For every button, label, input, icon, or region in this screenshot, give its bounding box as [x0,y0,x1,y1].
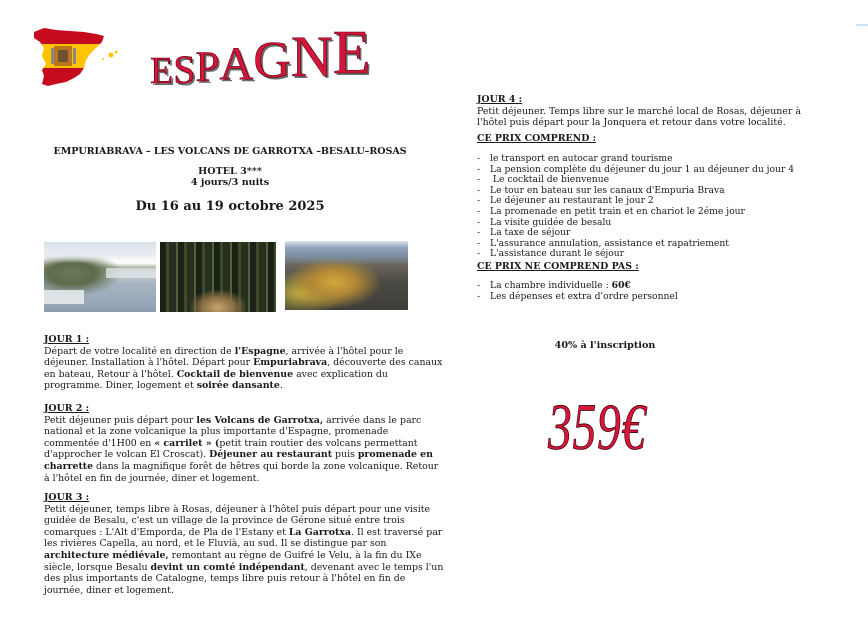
body-text: Petit déjeuner puis départ pour [44,414,197,426]
list-item: - L'assistance durant le séjour [477,249,817,260]
list-item: - Le tour en bateau sur les canaux d'Empuria Brava [477,186,817,197]
spain-flag-map-icon [30,24,122,90]
title-letter: E [332,19,371,87]
highlight-text: architecture médiévale, [44,549,169,561]
day-title: JOUR 1 : [44,334,90,345]
title-letter: G [253,32,291,89]
highlight-text: La Garrotxa [288,526,351,538]
body-text: remontant au règne de Guifré le Velu, à la fin du IXe siècle, lorsque Besalu [44,549,422,573]
list-item: - le transport en autocar grand tourisme [477,154,817,165]
day-description [477,106,801,129]
list-item: - Le déjeuner au restaurant le jour 2 [477,196,817,207]
excludes-heading: CE PRIX NE COMPREND PAS : [477,261,639,272]
list-item [477,292,817,303]
includes-heading: CE PRIX COMPREND : [477,133,597,144]
highlight-text: les Volcans de Garrotxa, [196,414,324,426]
includes-list [477,154,817,260]
title-letter: A [219,38,254,90]
day-2-block [44,403,444,484]
day-description [44,504,443,596]
title-letter: E [150,50,174,92]
excludes-list [477,281,817,302]
day-description [44,415,438,484]
highlight-text: l'Espagne [234,345,286,357]
volcano-photo [285,241,408,310]
body-text: puis [332,449,358,461]
body-text: avec explication du programme. Diner, logement et [44,368,388,392]
body-text: Petit déjeuner, temps libre à Rosas, déjeuner à l'hôtel puis départ pour une visite guidée de Besalu, c'est un village de la province de Gérone situé entre trois comarques : L'Alt d'Emporda, de Pla de l'Estany et [44,503,431,538]
body-text: . Il est traversé par les rivières Capella, au nord, et le Fluvià, au sud. Il se distingue par son [44,526,443,550]
trip-duration: 4 jours/3 nuits [190,177,270,188]
body-text: , arrivée à l'hôtel pour le déjeuner. Installation à l'hôtel. Départ pour [44,345,404,369]
day-title: JOUR 3 : [44,492,90,503]
list-item: - L'assurance annulation, assistance et rapatriement [477,239,817,250]
highlight-text: soirée dansante [196,380,280,392]
day-title: JOUR 4 : [477,94,523,105]
body-text: , découverte des canaux en bateau, Retour à l'hôtel. [44,357,443,380]
highlight-text: Déjeuner au restaurant [209,449,333,461]
title-letter: P [195,44,220,91]
list-item: - La taxe de séjour [477,228,817,239]
day-4-block [477,94,827,129]
body-text: Petit déjeuner. Temps libre sur le marché local de Rosas, déjeuner à l'hôtel puis départ pour la Jonquera et retour dans votre localité. [477,105,801,129]
personal-expenses-label: Les dépenses et extra d'ordre personnel [490,290,678,302]
body-text: . [279,380,283,392]
trip-price: 359€ [548,391,646,464]
title-letter: N [290,24,333,89]
highlight-text: devint un comté indépendant [150,561,305,573]
body-text: petit train routier des volcans permettant d'approcher le volcan El Croscat). [44,437,418,461]
canal-photo [44,242,156,312]
body-text: arrivée dans le parc national et la zone volcanique la plus importante d'Espagne, promenade commentée d'1H00 en [44,414,422,449]
body-text: dans la magnifique forêt de hêtres qui borde la zone volcanique. Retour à l'hôtel en fin de journée, diner et logement. [44,460,439,484]
list-item: - La pension complète du déjeuner du jour 1 au déjeuner du jour 4 [477,165,817,176]
hotel-rating: HOTEL 3*** [198,166,262,177]
single-room-price: 60€ [611,280,631,291]
list-item: - La visite guidée de besalu [477,218,817,229]
list-item: - Le cocktail de bienvenue [477,175,817,186]
scan-artifact [856,24,868,26]
route-heading: EMPURIABRAVA – LES VOLCANS DE GARROTXA –BESALU–ROSAS [53,146,407,157]
single-room-label: La chambre individuelle : [490,280,612,291]
deposit-note: 40% à l'inscription [554,340,656,351]
highlight-text: Empuriabrava [253,357,328,369]
body-text: , devenant avec le temps l'un des plus importants de Catalogne, temps libre puis retour à l'hôtel en fin de journée, diner et logement. [44,561,444,596]
day-1-block [44,334,444,392]
day-3-block [44,492,444,596]
list-item: - La promenade en petit train et en chariot le 2éme jour [477,207,817,218]
trip-dates: Du 16 au 19 octobre 2025 [135,199,325,214]
body-text: Départ de votre localité en direction de [44,345,235,357]
forest-photo [160,242,276,312]
title-letter: S [173,47,196,92]
highlight-text: Cocktail de bienvenue [176,368,294,380]
page-title [150,19,371,92]
highlight-text: promenade en charrette [44,449,433,472]
highlight-text: « carrilet » ( [154,437,220,449]
day-title: JOUR 2 : [44,403,90,414]
day-description [44,346,442,392]
